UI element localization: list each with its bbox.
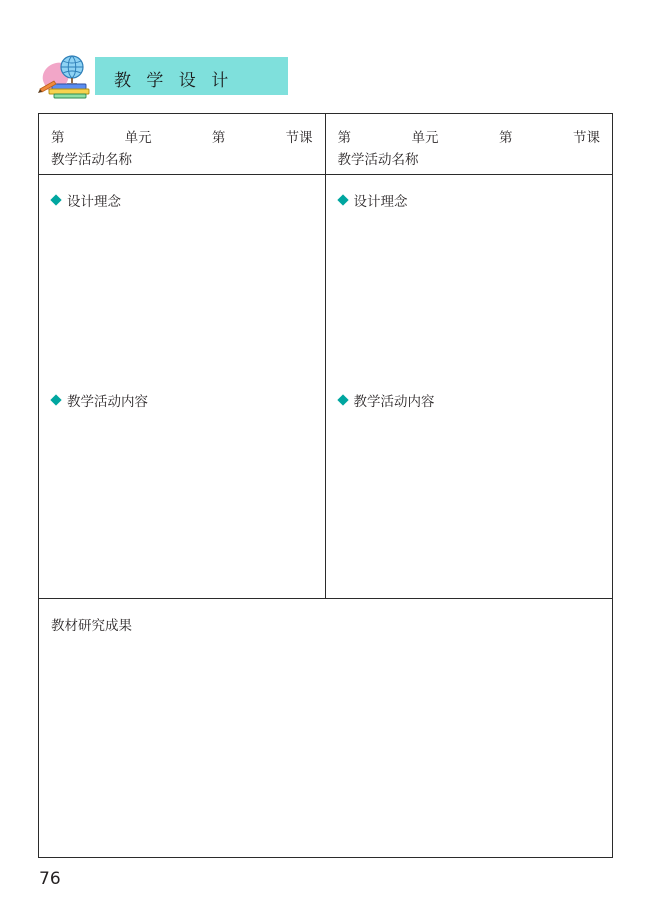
lesson-prefix-right: 第: [499, 130, 513, 146]
research-results-label: 教材研究成果: [51, 618, 132, 634]
unit-label-right: 单元: [411, 130, 439, 146]
lesson-prefix-left: 第: [211, 130, 226, 146]
design-idea-label-left: 设计理念: [67, 194, 121, 210]
activity-name-label-left: 教学活动名称: [51, 152, 132, 168]
diamond-bullet-icon: [50, 394, 61, 405]
unit-lesson-line-left: [51, 126, 313, 146]
design-idea-label-right: 设计理念: [353, 194, 408, 210]
research-results-section[interactable]: [39, 599, 612, 857]
activity-content-heading-left: [52, 390, 148, 410]
lesson-label-right: 节课: [573, 130, 600, 146]
top-section: [39, 114, 612, 599]
header-divider-right: [326, 174, 613, 175]
unit-prefix-left: 第: [51, 130, 65, 146]
page-number: 76: [39, 869, 61, 889]
header-divider-left: [39, 174, 325, 175]
diamond-bullet-icon: [337, 394, 348, 405]
diamond-bullet-icon: [337, 194, 348, 205]
activity-content-heading-right: [339, 390, 435, 410]
activity-name-label-right: 教学活动名称: [337, 152, 419, 168]
design-idea-heading-right: [339, 190, 408, 210]
activity-content-label-right: 教学活动内容: [353, 394, 435, 410]
column-left: [39, 114, 326, 598]
unit-prefix-right: 第: [337, 130, 351, 146]
column-right: [326, 114, 613, 598]
activity-content-label-left: 教学活动内容: [67, 394, 148, 410]
books-globe-icon: [38, 53, 100, 99]
lesson-plan-table: [38, 113, 613, 858]
lesson-label-left: 节课: [285, 130, 313, 146]
page-header: [38, 57, 288, 95]
unit-lesson-line-right: [338, 126, 601, 146]
diamond-bullet-icon: [50, 194, 61, 205]
design-idea-heading-left: [52, 190, 121, 210]
page-title: 教 学 设 计: [114, 71, 234, 91]
unit-label-left: 单元: [124, 130, 152, 146]
